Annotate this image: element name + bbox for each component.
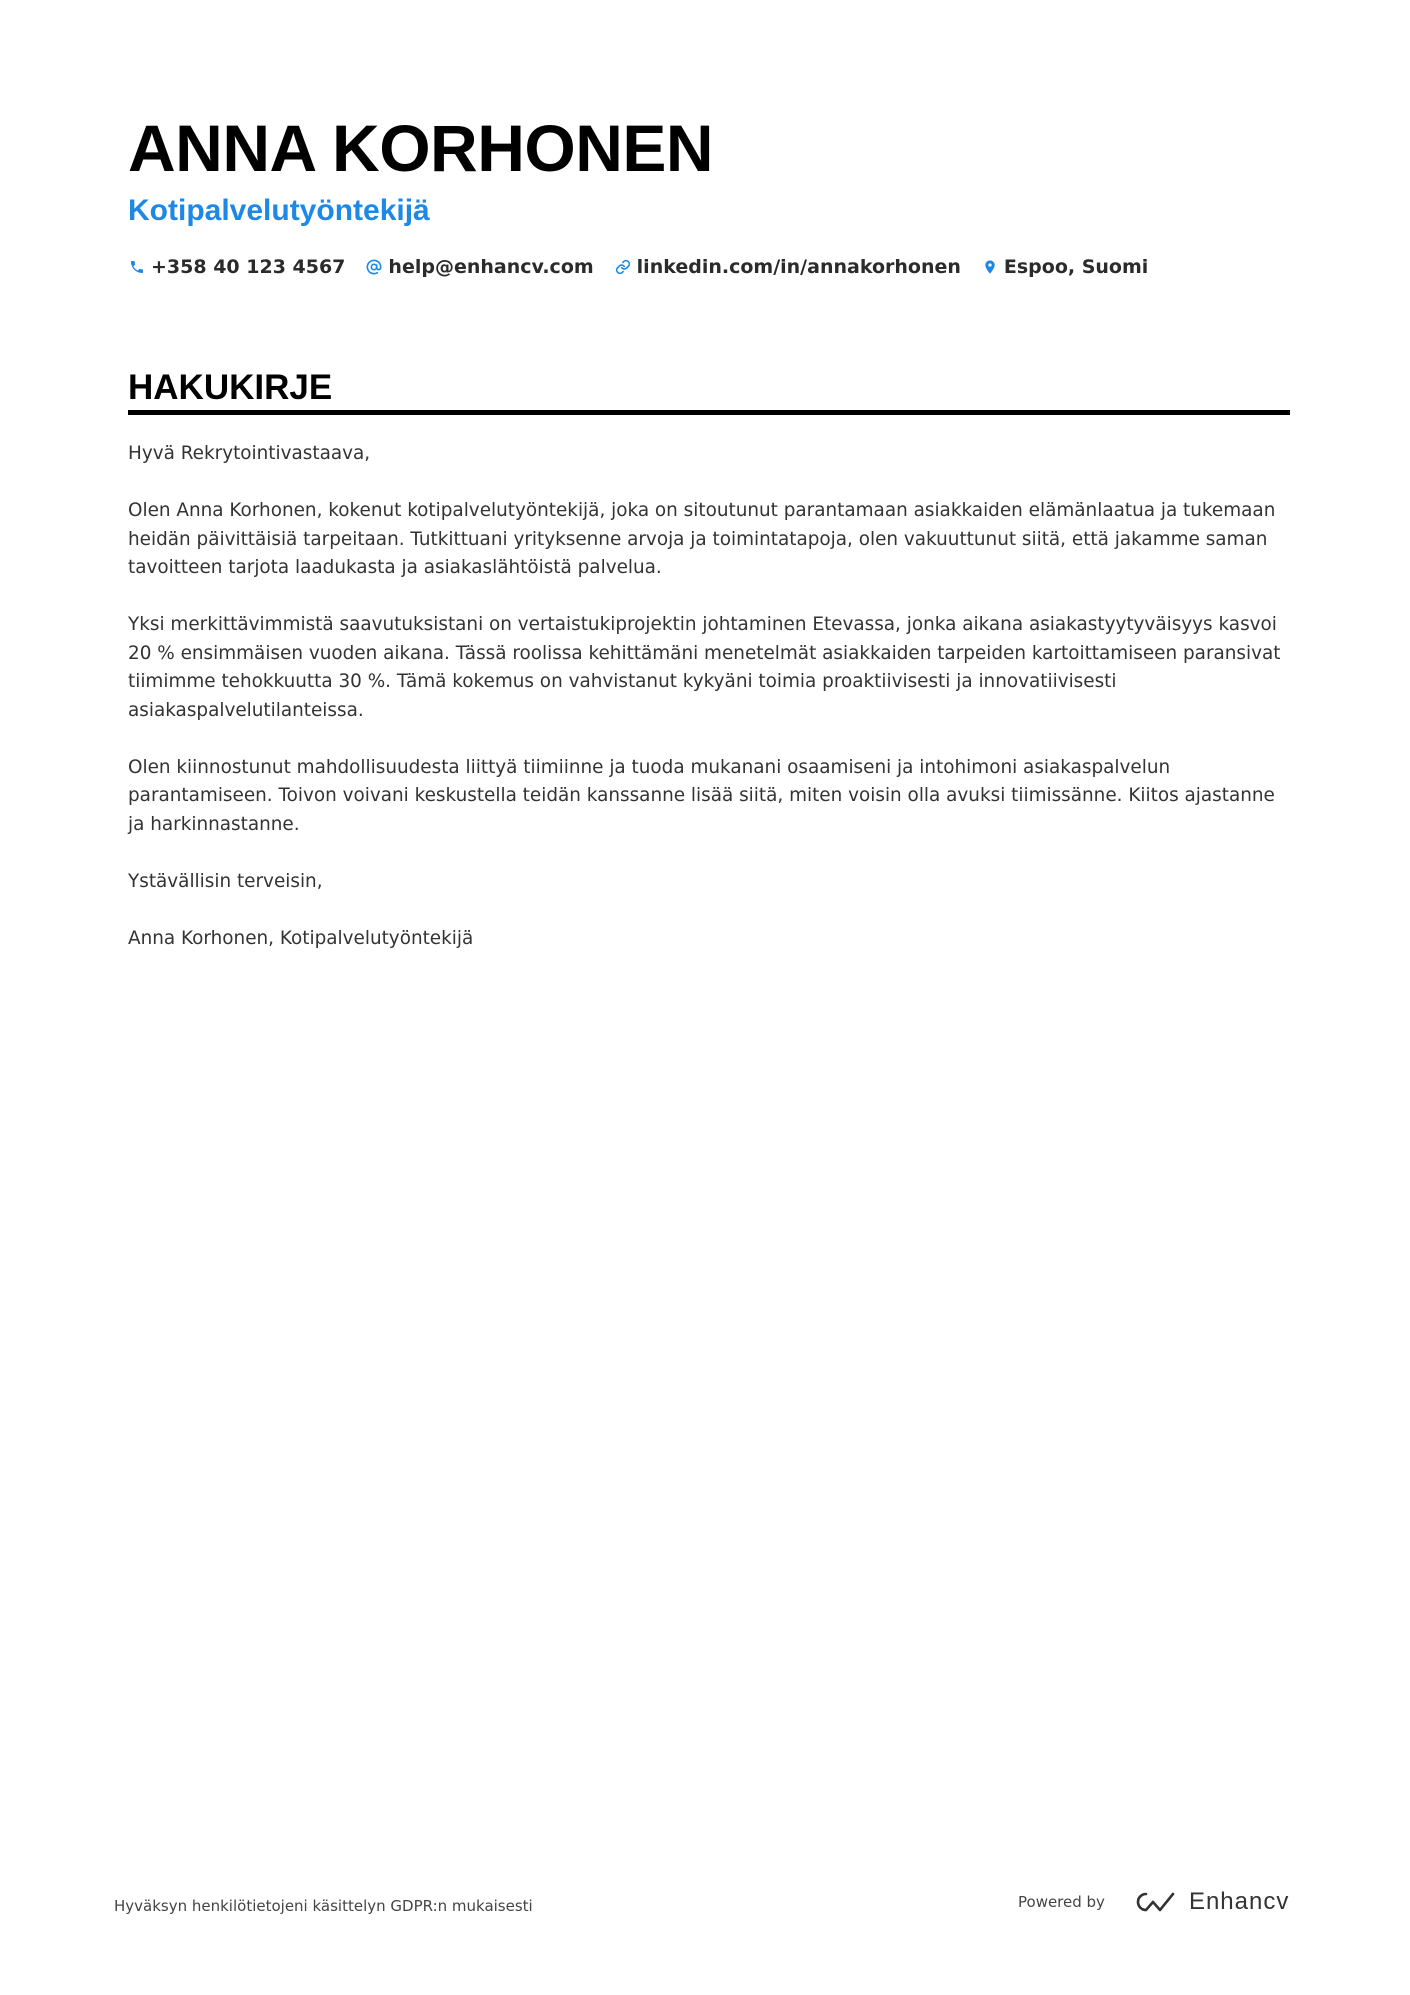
contact-linkedin-text: linkedin.com/in/annakorhonen [636,256,961,278]
letter-greeting: Hyvä Rekrytointivastaava, [128,443,371,464]
powered-by-label: Powered by [1018,1893,1105,1911]
location-pin-icon [981,258,999,276]
section-divider [128,410,1290,415]
contact-email-text: help@enhancv.com [388,256,594,278]
applicant-name: ANNA KORHONEN [128,111,714,185]
letter-paragraph: Olen kiinnostunut mahdollisuudesta liittyä tiimiinne ja tuoda mukanani osaamiseni ja intohimoni asiakaspalvelun parantamiseen. Toivon voivani keskustella teidän kanssanne lisää siitä, miten voisin olla avuksi tiimissänne. Kiitos ajastanne ja harkinnastanne. [128,756,1275,835]
contact-bar [128,254,1168,280]
contact-email [365,254,593,280]
letter-closing: Ystävällisin terveisin, [128,870,323,892]
letter-signature: Anna Korhonen, Kotipalvelutyöntekijä [128,927,474,949]
gdpr-consent-text: Hyväksyn henkilötietojeni käsittelyn GDPR:n mukaisesti [114,1897,533,1915]
contact-location-text: Espoo, Suomi [1003,256,1149,278]
contact-phone-text: +358 40 123 4567 [151,256,346,278]
at-icon [365,258,383,276]
applicant-job-title: Kotipalvelutyöntekijä [128,194,430,227]
phone-icon [128,258,146,276]
enhancv-logo[interactable] [1131,1888,1289,1916]
contact-linkedin [614,254,961,280]
powered-by-footer [1018,1888,1289,1916]
contact-phone [128,254,345,280]
section-heading: HAKUKIRJE [128,368,333,407]
contact-location [981,254,1148,280]
enhancv-logo-icon [1131,1889,1177,1915]
letter-body [128,440,1290,982]
link-icon [614,258,632,276]
letter-paragraph: Olen Anna Korhonen, kokenut kotipalvelutyöntekijä, joka on sitoutunut parantamaan asiakkaiden elämänlaatua ja tukemaan heidän päivittäisiä tarpeitaan. Tutkittuani yrityksenne arvoja ja toimintatapoja, olen vakuuttunut siitä, että jakamme saman tavoitteen tarjota laadukasta ja asiakaslähtöistä palvelua. [128,500,1276,578]
enhancv-logo-text: Enhancv [1188,1888,1290,1915]
letter-paragraph: Yksi merkittävimmistä saavutuksistani on vertaistukiprojektin johtaminen Etevassa, jonka aikana asiakastyytyväisyys kasvoi 20 % ensimmäisen vuoden aikana. Tässä roolissa kehittämäni menetelmät asiakkaiden tarpeiden kartoittamiseen paransivat tiimimme tehokkuutta 30 %. Tämä kokemus on vahvistanut kykyäni toimia proaktiivisesti ja innovatiivisesti asiakaspalvelutilanteissa. [128,614,1281,721]
